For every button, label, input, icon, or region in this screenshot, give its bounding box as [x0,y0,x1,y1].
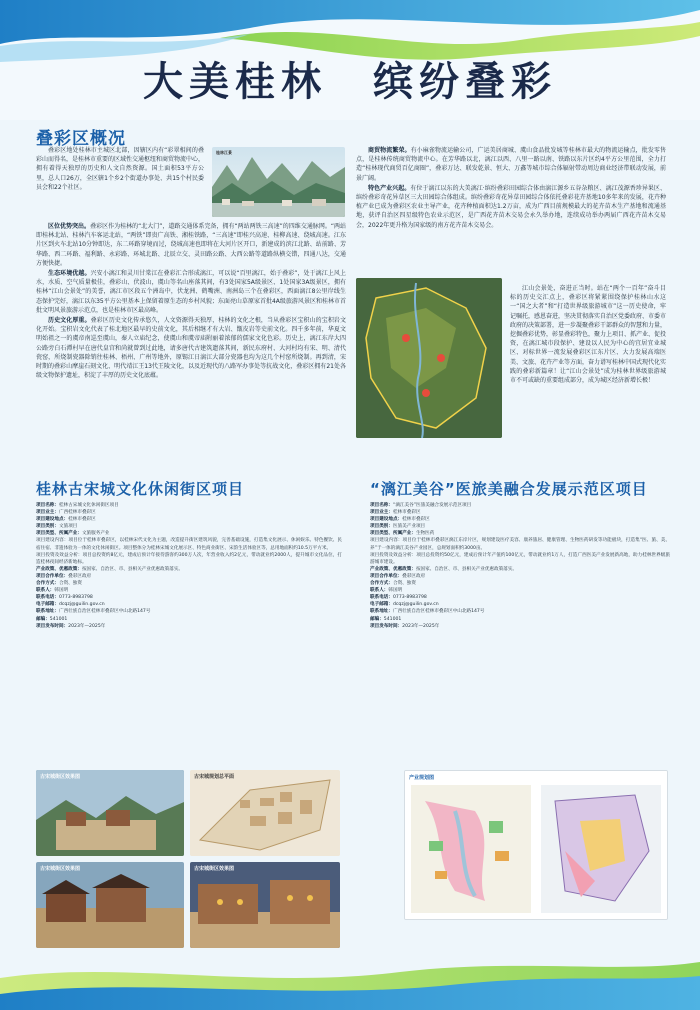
left-project-title: 桂林古宋城文化休闲街区项目 [36,480,245,498]
project-description: 项目建设内容：项目位于桂林市叠彩区漓江东岸片区，规划建设医疗美容、康养旅居、健康管理、生物医药研发等功能板块，打造集“医、旅、美、养”于一体的漓江美谷产业园区，总规划面积约3000亩。 [370,538,670,551]
right-project-title: “漓江美谷”医旅美融合发展示范区项目 [370,480,648,498]
contact-row: 联系电话：0773-8983798 [370,595,427,601]
contact-row: 联系人：韩国明 [370,588,403,594]
contact-row: 邮编：541001 [36,616,68,622]
info-row: 项目建设地点：桂林市叠彩区 [36,517,96,523]
contact-row: 邮编：541001 [370,616,402,622]
info-row: 项目类别：医旅美产业项目 [370,524,426,530]
photo-caption: 古宋城街区效果图 [194,866,235,872]
photo-caption: 古宋城规划总平面 [194,774,235,780]
eco-paragraph: 兴安小漓江和灵川甘棠江在叠彩汇合形成漓江，可以说“百里漓江，始于叠彩”，处于漓江上风上水，水质、空气质量极佳，叠彩山、伏波山，虞山等名山座落其间，有3处国家5A级景区、1处国家3A级景区，拥有桂林“江山会景处”的美誉，漓江市区段五个洲岛中，伏龙洲、鹤嘴洲、南洲岛三个在叠彩区，西面漓江8公里岸线生态保护完好，漓江以东35平方公里基本上保留着原生态的乡村风貌；东面亮山草原家首批4A级旅游风景区和桂林市首批文明风景旅游示范点，也是桂林市区最高峰。 [36,270,346,314]
info-row: 项目业主：广西桂林市叠彩区 [36,510,96,516]
footer-wave [0,950,700,1010]
contact-row: 项目合作单位：叠彩区政府 [36,573,92,579]
industry-plan-map [404,770,668,920]
map-caption: 产业规划图 [409,775,435,781]
overview-title: 叠彩区概况 [36,129,126,149]
contact-row: 产业政策、优惠政策：按国家、自治区、市、县相关产业优惠政策落实。 [36,566,184,572]
info-row: 项目类型、所属产业：生物医药 [370,531,435,537]
info-row: 项目业主：桂林市叠彩区 [370,510,421,516]
contact-row: 电子邮箱：dcqzj@guilin.gov.cn [36,602,105,608]
contact-row: 联系人：韩国明 [36,588,69,594]
project-photo [36,862,184,948]
overview-intro [36,146,204,193]
photo-caption: 桂林江景 [216,150,232,155]
contact-row: 联系电话：0773-8983798 [36,595,93,601]
regional-map [356,278,502,438]
project-benefit: 项目投资及效益分析：项目总投资约8亿元，建成后预计年接待游客约300万人次，年营业收入约2亿元，带动就业约2000人，提升城市文化品位，打造桂林夜间经济新地标。 [36,552,342,565]
site-plan [190,770,340,856]
overview-right-body [356,146,666,231]
photo-caption: 古宋城街区效果图 [40,866,81,872]
contact-row: 合作方式：合资、独资 [370,581,416,587]
intro-paragraph: 叠彩区地处桂林市主城区北部，因辖区内有“彩翠相间的叠彩山而得名，是桂林市重要的区域性交通枢纽和商贸物流中心，拥有着得天独厚的历史和人文自然资源。国土面积53平方公里，总人口26万，全区辖1个乡2个街道办事处、共15个村民委员会和22个社区。 [36,147,205,191]
project-photo [36,770,184,856]
culture-paragraph: 叠彩区历史文化传承悠久，人文资源得天独厚，桂林的文化之根，当从叠彩区宝积山的宝积岩文化开始。宝积岩文化代表了桂北地区最早的史前文化，其后相继才有大岩、甑皮岩等史前文化。四千多年前，华夏文明始祖之一的虞帝南巡至虞山，秦人立庙纪念，使虞山和虞帝庙附丽着浓郁的儒家文化色彩。历史上，漓江东岸大四公路旁白石潭村早在唐代皇宫和尚就曾到过此地，请多唐代古建筑遗落其间，新民东府村、大河村均有宋、明、清代瓷窑，所烧制瓷器除销往桂林、梧州、广州等地外，原锡江日漓江大部分瓷器也均为这几个村窑所烧制。再到清，宋时期的叠彩山摩崖石刻文化、明代靖江王13代王陵文化，以及近现代的八路军办事处等抗战文化，叠彩区拥有21处各级文物保护遗址，积淀了丰厚的历史文化底蕴。 [36,317,346,380]
project-description: 项目建设内容：项目位于桂林市叠彩区，以桂林宋代文化为主题，改造提升街区建筑风貌，完善基础设施，打造集文化展示、休闲娱乐、特色餐饮、民宿住宿、非遗体验为一体的文化休闲街区。项目整体分为桂林宋城文化展示区、特色商业街区、宋韵生活体验区等，总用地面积约10.5万平方米。 [36,538,342,551]
info-row: 项目名称：“漓江美谷”医旅美融合发展示范区项目 [370,503,472,508]
eco-label: 生态环境优越。 [48,270,91,278]
culture-label: 历史文化厚重。 [48,317,91,325]
info-row: 项目建设地点：桂林市叠彩区 [370,517,430,523]
overview-left-body [36,222,346,381]
overview-vision [510,284,666,386]
trade-paragraph: 有小麻雀物流运输公司，广运美居商城、虞山食品批发城等桂林市最大的物流运输点，批发零售点，是桂林传统商贸物流中心。在芳华路以北，漓江以西、八里一路以南、铁路以东片区约4平方公里范围，全力打造“桂林现代商贸百亿商圈”，叠彩万达、联发乾景、恒大、万鑫等城市综合体辐射带动周边商业经济带联动发展，前景广阔。 [356,147,666,182]
contact-row: 电子邮箱：dcqzj@guilin.gov.cn [370,602,439,608]
contact-row: 项目发布时间：2023年—2025年 [36,623,106,629]
contact-row: 项目合作单位：叠彩区政府 [370,573,426,579]
location-paragraph: 叠彩区作为桂林的“北大门”，道路交通体系完备，拥有“两站两铁三高速”的四维交通脉网。“两站即桂林北站、桂林汽车客运北站，“两铁”即贵广高铁、湘桂铁路，“三高速”即桂兴高速、桂柳高速、绕城高速。江东片区到火车北站10分钟即达，东二环路穿境而过，绕城高速也即将在大河片区开口，新建成的滨江北路、站前路、芳华路、西二环路、福利路、永彩路、环城北路、北辰立交、灵田路公路、大西公路等道路纵横交错，四通八达，交通方便快捷。 [36,223,346,267]
contact-row: 联系地址：广西壮族自治区桂林市叠彩区中山北路147号 [36,609,151,615]
info-row: 项目类别：文旅项目 [36,524,78,530]
project-benefit: 项目投资及效益分析：项目总投资约50亿元，建成后预计年产值约100亿元，带动就业约1万人，打造广西医美产业发展新高地，助力桂林世界级旅游城市建设。 [370,552,670,565]
info-row: 项目名称：桂林古宋城文化休闲街区项目 [36,503,119,508]
header-banner [0,0,700,120]
photo-caption: 古宋城街区效果图 [40,774,81,780]
left-project-body [36,502,342,630]
contact-row: 合作方式：合资、独资 [36,581,82,587]
vision-paragraph: 江山会景处，奋进正当时。站在“两个一百年”奋斗目标的历史交汇点上，叠彩区将紧紧围绕保护桂林山水这一“国之大者”和“打造世界级旅游城市”这一历史使命，牢记嘱托，感恩奋进，坚决贯彻落实自治区党委政府、市委市政府的决策部署，进一步凝聚叠彩干部群众的智慧和力量，挖掘叠彩优势，彰显叠彩特色，聚力上项目、抓产业、促投资，在漓江城市段保护、建设以人民为中心的宜居宜业城区、对标世界一流发展叠彩区江东片区、大力发展高端医美、文旅、花卉产业等方面，奋力谱写桂林中国式现代化实践的叠彩新篇章！让“江山会景处”成为桂林世界级旅游城市不可或缺的重要组成部分，成为城区经济新增长极！ [510,285,667,385]
industry-paragraph: 有位于漓江以东的大美漓江·缤纷叠彩田园综合体由漓江源乡五谷杂粮区、漓江茂源香珍异果区、缤纷叠彩奇花异草区三大田园综合体组成。缤纷叠彩奇花异草田园综合体依托叠彩花卉基地10多年来的发展，花卉种植产业已成为叠彩区农业主导产业，花卉种植面积达1.2万亩，成为广西目前规模最大的花卉苗木生产基地和流通基地，获评自治区四星级特色农业示范区，是广西花卉苗木交易会永久举办地，连续成功举办两届广西花卉苗木交易会，2022年更升格为国家级的南方花卉苗木交易会。 [356,184,666,229]
location-label: 区位优势突出。 [48,223,91,230]
contact-row: 产业政策、优惠政策：按国家、自治区、市、县相关产业优惠政策落实。 [370,566,518,572]
right-project-body [370,502,670,630]
trade-label: 商贸物流繁荣。 [368,147,411,154]
project-photo [190,862,340,948]
industry-label: 特色产业兴起。 [368,184,411,192]
contact-row: 项目发布时间：2023年—2025年 [370,623,440,629]
contact-row: 联系地址：广西壮族自治区桂林市叠彩区中山北路147号 [370,609,485,615]
page-title: 大美桂林 缤纷叠彩 [143,59,557,105]
landscape-photo [212,147,345,217]
info-row: 项目类型、所属产业：文旅服务产业 [36,531,110,537]
